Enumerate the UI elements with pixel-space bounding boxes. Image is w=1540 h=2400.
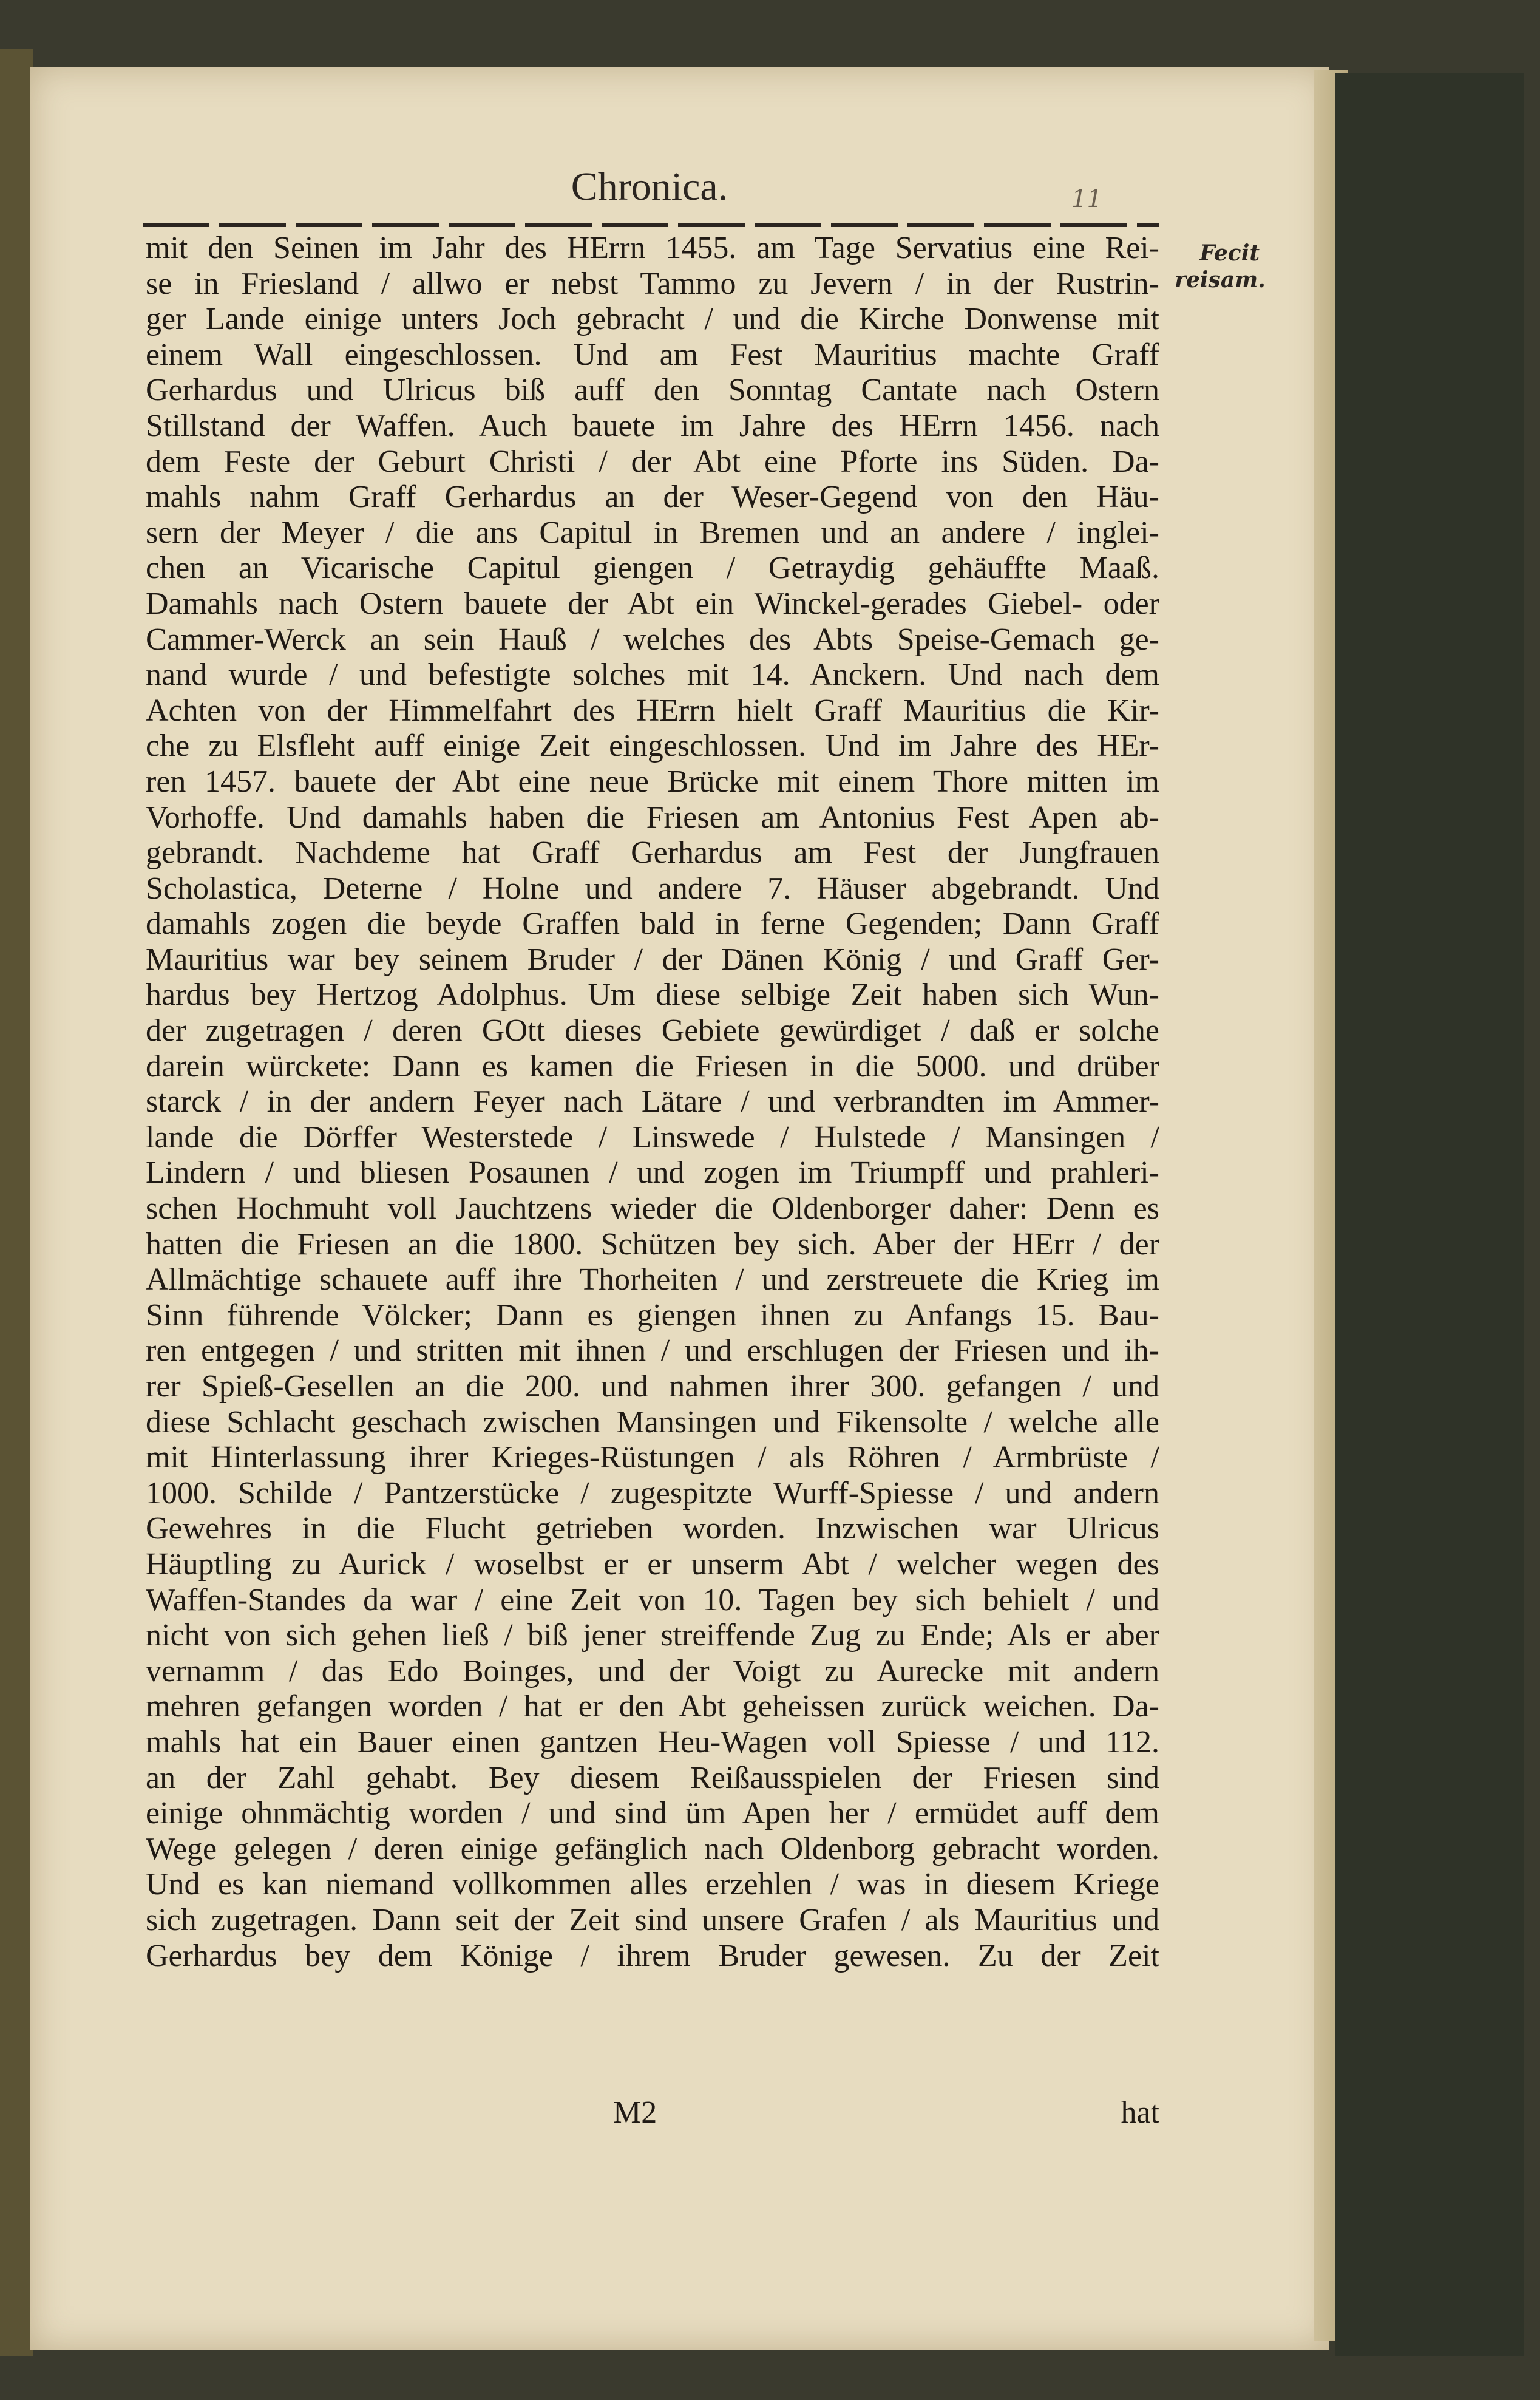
- text-line: damahls zogen die beyde Graffen bald in ferne Gegenden; Dann Graff: [146, 906, 1159, 942]
- marginal-note: Fecit reisam.: [1175, 240, 1266, 293]
- text-line: sern der Meyer / die ans Capitul in Bremen und an andere / inglei-: [146, 515, 1159, 550]
- text-line: hatten die Friesen an die 1800. Schützen bey sich. Aber der HErr / der: [146, 1226, 1159, 1262]
- text-line: mahls hat ein Bauer einen gantzen Heu-Wagen voll Spiesse / und 112.: [146, 1724, 1159, 1759]
- text-line: einem Wall eingeschlossen. Und am Fest Mauritius machte Graff: [146, 337, 1159, 372]
- text-line: ren entgegen / und stritten mit ihnen / und erschlugen der Friesen und ih-: [146, 1333, 1159, 1368]
- text-line: sich zugetragen. Dann seit der Zeit sind unsere Grafen / als Mauritius und: [146, 1902, 1159, 1937]
- text-line: Sinn führende Völcker; Dann es giengen ihnen zu Anfangs 15. Bau-: [146, 1297, 1159, 1333]
- text-line: Und es kan niemand vollkommen alles erzehlen / was in diesem Kriege: [146, 1867, 1159, 1902]
- text-line: rer Spieß-Gesellen an die 200. und nahmen ihrer 300. gefangen / und: [146, 1369, 1159, 1404]
- text-line: mit Hinterlassung ihrer Krieges-Rüstungen / als Röhren / Armbrüste /: [146, 1440, 1159, 1475]
- text-line: dem Feste der Geburt Christi / der Abt eine Pforte ins Süden. Da-: [146, 444, 1159, 479]
- text-line: mit den Seinen im Jahr des HErrn 1455. am Tage Servatius eine Rei-: [146, 231, 1159, 265]
- text-line: Achten von der Himmelfahrt des HErrn hielt Graff Mauritius die Kir-: [146, 693, 1159, 728]
- page-number: 11: [1071, 185, 1102, 213]
- text-line: Scholastica, Deterne / Holne und andere 7. Häuser abgebrandt. Und: [146, 871, 1159, 906]
- header-rule: [143, 223, 1159, 227]
- text-line: hardus bey Hertzog Adolphus. Um diese selbige Zeit haben sich Wun-: [146, 977, 1159, 1013]
- text-line: einige ohnmächtig worden / und sind üm Apen her / ermüdet auff dem: [146, 1796, 1159, 1831]
- text-line: Damahls nach Ostern bauete der Abt ein Winckel-gerades Giebel- oder: [146, 586, 1159, 621]
- text-line: darein würckete: Dann es kamen die Friesen in die 5000. und drüber: [146, 1049, 1159, 1084]
- text-line: chen an Vicarische Capitul giengen / Getraydig gehäuffte Maaß.: [146, 551, 1159, 586]
- book-spine-left: [0, 49, 33, 2356]
- text-line: Wege gelegen / deren einige gefänglich nach Oldenborg gebracht worden.: [146, 1831, 1159, 1866]
- signature-mark: M2: [613, 2095, 657, 2130]
- text-line: Stillstand der Waffen. Auch bauete im Jahre des HErrn 1456. nach: [146, 408, 1159, 443]
- text-line: ger Lande einige unters Joch gebracht / und die Kirche Donwense mit: [146, 302, 1159, 337]
- text-line: vernamm / das Edo Boinges, und der Voigt zu Aurecke mit andern: [146, 1653, 1159, 1688]
- text-line: lande die Dörffer Westerstede / Linswede / Hulstede / Mansingen /: [146, 1120, 1159, 1155]
- text-line: Allmächtige schauete auff ihre Thorheiten / und zerstreuete die Krieg im: [146, 1262, 1159, 1297]
- text-line: Gewehres in die Flucht getrieben worden. Inzwischen war Ulricus: [146, 1511, 1159, 1546]
- text-line: che zu Elsfleht auff einige Zeit eingeschlossen. Und im Jahre des HEr-: [146, 729, 1159, 764]
- text-line: Vorhoffe. Und damahls haben die Friesen am Antonius Fest Apen ab-: [146, 800, 1159, 835]
- text-line: Lindern / und bliesen Posaunen / und zogen im Triumpff und prahleri-: [146, 1155, 1159, 1191]
- body-text: [146, 231, 1159, 1974]
- text-line: Mauritius war bey seinem Bruder / der Dänen König / und Graff Ger-: [146, 942, 1159, 977]
- text-line: gebrandt. Nachdeme hat Graff Gerhardus am Fest der Jungfrauen: [146, 835, 1159, 871]
- text-line: schen Hochmuht voll Jauchtzens wieder die Oldenborger daher: Denn es: [146, 1191, 1159, 1226]
- running-title: Chronica.: [571, 165, 728, 209]
- text-line: Cammer-Werck an sein Hauß / welches des Abts Speise-Gemach ge-: [146, 622, 1159, 657]
- text-line: mehren gefangen worden / hat er den Abt geheissen zurück weichen. Da-: [146, 1689, 1159, 1724]
- text-line: Häuptling zu Aurick / woselbst er er unserm Abt / welcher wegen des: [146, 1546, 1159, 1582]
- text-line: an der Zahl gehabt. Bey diesem Reißausspielen der Friesen sind: [146, 1760, 1159, 1795]
- text-line: ren 1457. bauete der Abt eine neue Brücke mit einem Thore mitten im: [146, 764, 1159, 799]
- catchword: hat: [1121, 2095, 1159, 2130]
- text-line: mahls nahm Graff Gerhardus an der Weser-Gegend von den Häu-: [146, 480, 1159, 515]
- text-line: Gerhardus bey dem Könige / ihrem Bruder gewesen. Zu der Zeit: [146, 1938, 1159, 1973]
- text-line: diese Schlacht geschach zwischen Mansingen und Fikensolte / welche alle: [146, 1404, 1159, 1440]
- text-line: nand wurde / und befestigte solches mit 14. Anckern. Und nach dem: [146, 658, 1159, 693]
- text-line: starck / in der andern Feyer nach Lätare / und verbrandten im Ammer-: [146, 1084, 1159, 1120]
- text-line: 1000. Schilde / Pantzerstücke / zugespitzte Wurff-Spiesse / und andern: [146, 1475, 1159, 1511]
- text-line: se in Friesland / allwo er nebst Tammo zu Jevern / in der Rustrin-: [146, 266, 1159, 301]
- text-line: der zugetragen / deren GOtt dieses Gebiete gewürdiget / daß er solche: [146, 1013, 1159, 1049]
- text-line: Waffen-Standes da war / eine Zeit von 10. Tagen bey sich behielt / und: [146, 1582, 1159, 1617]
- text-line: Gerhardus und Ulricus biß auff den Sonntag Cantate nach Ostern: [146, 373, 1159, 408]
- text-line: nicht von sich gehen ließ / biß jener streiffende Zug zu Ende; Als er aber: [146, 1618, 1159, 1653]
- book-cover-right: [1335, 73, 1524, 2356]
